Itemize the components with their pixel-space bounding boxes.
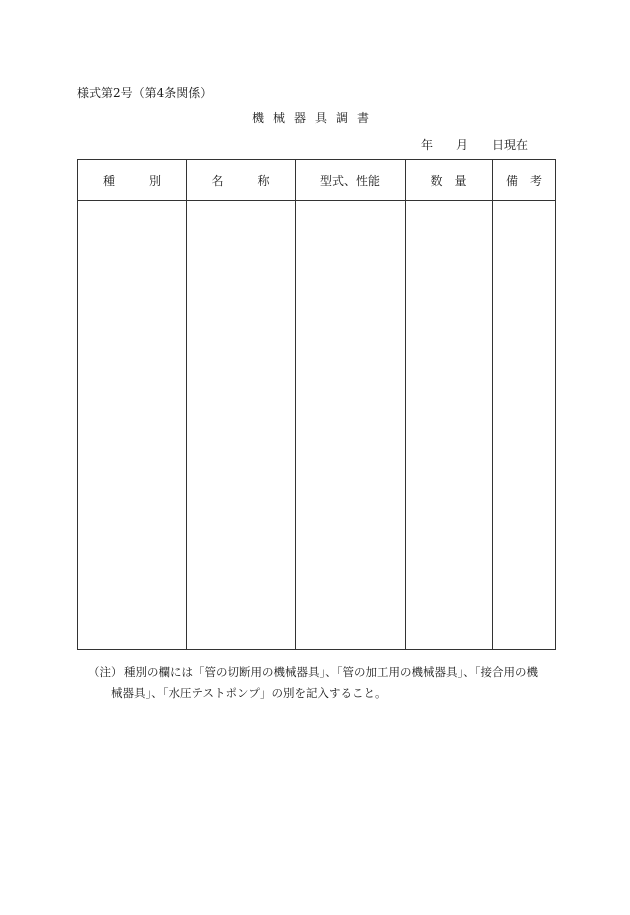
note [88,662,558,704]
note-line-1 [88,662,558,683]
note-mark: （注） [88,665,123,679]
column-header-name-label: 名称 [211,173,304,188]
note-line-2: 械器具」、「水圧テストポンプ」の別を記入すること。 [111,686,387,700]
column-header-quantity-label: 数量 [430,173,479,188]
column-header-remarks-label: 備考 [505,173,554,188]
column-divider [186,160,187,649]
column-divider [492,160,493,649]
date-year-label: 年 [421,138,434,152]
column-header-remarks [492,160,556,200]
column-header-name [186,160,304,200]
column-divider [295,160,296,649]
column-header-model [295,160,405,200]
form-number: 様式第2号（第4条関係） [77,86,213,100]
date-month-label: 月 [456,138,469,152]
column-header-quantity [405,160,492,200]
column-header-type-label: 種別 [102,173,195,188]
date-day-label: 日現在 [492,138,529,152]
document-title: 機械器具調書 [251,111,378,125]
column-header-model-label: 型式、性能 [319,173,380,188]
equipment-table [77,159,556,650]
column-header-type [78,160,195,200]
note-text-1: 種別の欄には「管の切断用の機械器具」、「管の加工用の機械器具」、「接合用の機 [124,665,538,679]
column-divider [405,160,406,649]
